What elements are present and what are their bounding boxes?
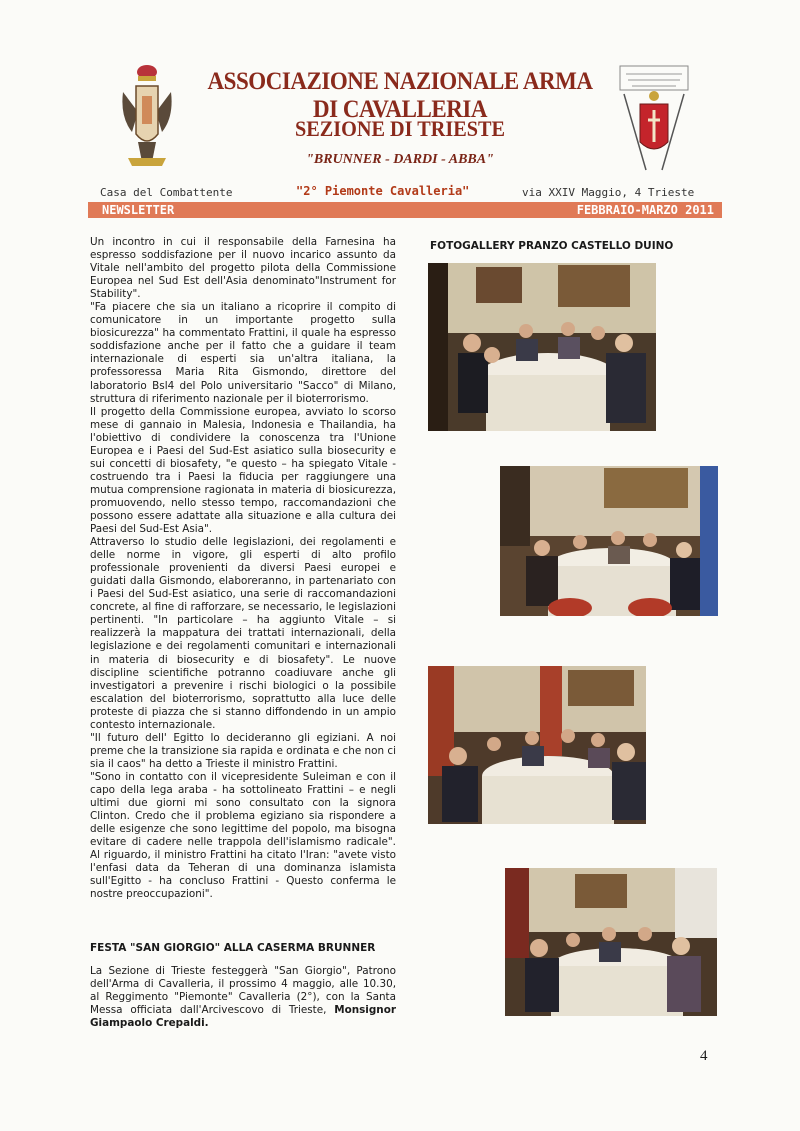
gallery-title: FOTOGALLERY PRANZO CASTELLO DUINO: [430, 240, 674, 252]
trieste-crest-icon: [618, 64, 690, 174]
regiment-name: "2° Piemonte Cavalleria": [296, 184, 470, 198]
article-paragraph: Il progetto della Commissione europea, avviato lo scorso mese di gannaio in Malesia, Indonesia e Thailandia, ha l'obiettivo di condividere la conoscenza tra l'Unione Europea e i Paesi del Sud-Est asiatico sulla biosecurity e sui concetti di biosafety, "e questo – ha spiegato Vitale - costruendo tra i Paesi la fiducia per raggiungere una mutua comprensione ragionata in materia di biosicurezza, promuovendo, nello stesso tempo, raccomandazioni che possono essere adattate alla situazione e alla cultura dei Paesi del Sud-Est Asia".: [90, 405, 396, 536]
article-paragraph: "Fa piacere che sia un italiano a ricoprire il compito di comunicatore in un importante progetto sulla biosicurezza" ha commentato Frattini, il quale ha espresso soddisfazione anche per il fatto che a guidare il team internazionale di esperti sia un'altra italiana, la professoressa Maria Rita Gismondo, direttore del laboratorio Bsl4 del Polo universitario "Sacco" di Milano, struttura di riferimento nazionale per il bioterrorismo.: [90, 301, 396, 405]
article-paragraph: "Sono in contatto con il vicepresidente Suleiman e con il capo della lega araba - ha sottolineato Frattini – e negli ultimi due giorni mi sono consultato con la signora Clinton. Credo che il problema egiziano sia rispondere a delle esigenze che sono legittime del popolo, ma bisogna evitare di cadere nelle trappola dell'islamismo radicale". Al riguardo, il ministro Frattini ha citato l'Iran: "avete visto l'enfasi data da Teheran di una dominanza islamista sull'Egitto - ha concluso Frattini - Questo conferma le nostre preoccupazioni".: [90, 770, 396, 901]
eagle-crest-icon: [118, 62, 176, 172]
page-number: 4: [700, 1048, 708, 1064]
photo-dinner-4: [505, 868, 717, 1016]
festa-text: La Sezione di Trieste festeggerà "San Giorgio", Patrono dell'Arma di Cavalleria, il prossimo 4 maggio, alle 10.30, al Reggimento "Piemonte" Cavalleria (2°), con la Santa Messa officiata dall'Arcivescovo di Trieste,: [90, 965, 396, 1017]
article-paragraph: Un incontro in cui il responsabile della Farnesina ha espresso soddisfazione per il nuovo incarico assunto da Vitale nell'ambito del progetto pilota della Commissione Europea nel Sud Est dell'Asia denominato"Instrument for Stability".: [90, 236, 396, 301]
festa-heading: FESTA "SAN GIORGIO" ALLA CASERMA BRUNNER: [90, 942, 376, 954]
section-title: SEZIONE DI TRIESTE: [295, 116, 505, 141]
photo-dinner-3: [428, 666, 646, 824]
newsletter-label: NEWSLETTER: [102, 203, 175, 217]
association-title: ASSOCIAZIONE NAZIONALE ARMA DI CAVALLERIA: [207, 68, 593, 123]
photo-dinner-2: [500, 466, 718, 616]
article-body: [90, 236, 396, 901]
address-left: Casa del Combattente: [100, 186, 233, 199]
festa-body: [90, 965, 396, 1030]
festa-bold-name: Monsignor Giampaolo Crepaldi.: [90, 1004, 396, 1030]
article-paragraph: "Il futuro dell' Egitto lo decideranno gli egiziani. A noi preme che la transizione sia rapida e ordinata e che non ci sia il caos" ha detto a Trieste il ministro Frattini.: [90, 731, 396, 770]
address-right: via XXIV Maggio, 4 Trieste: [522, 186, 695, 199]
issue-date: FEBBRAIO-MARZO 2011: [576, 203, 714, 217]
article-paragraph: Attraverso lo studio delle legislazioni, dei regolamenti e delle norme in vigore, gli esperti di alto profilo professionale provenienti da diversi Paesi europei e guidati dalla Gismondo, elaboreranno, in partenariato con i Paesi del Sud-Est asiatico, una serie di raccomandazioni concrete, al fine di rafforzare, se necessario, le legislazioni pertinenti. "In particolare – ha aggiunto Vitale – si realizzerà la mappatura dei trattati internazionali, della legislazione e dei regolamenti comunitari e internazionali in materia di biosecurity e di biosafety". Le nuove discipline scientifiche potranno coadiuvare anche gli investigatori a prevenire i rischi biologici o la possibile escalation del bioterrorismo, soprattutto alla luce delle proteste di piazza che si stanno diffondendo in un ampio contesto internazionale.: [90, 536, 396, 731]
photo-dinner-1: [428, 263, 656, 431]
motto: "BRUNNER - DARDI - ABBA": [306, 152, 494, 167]
